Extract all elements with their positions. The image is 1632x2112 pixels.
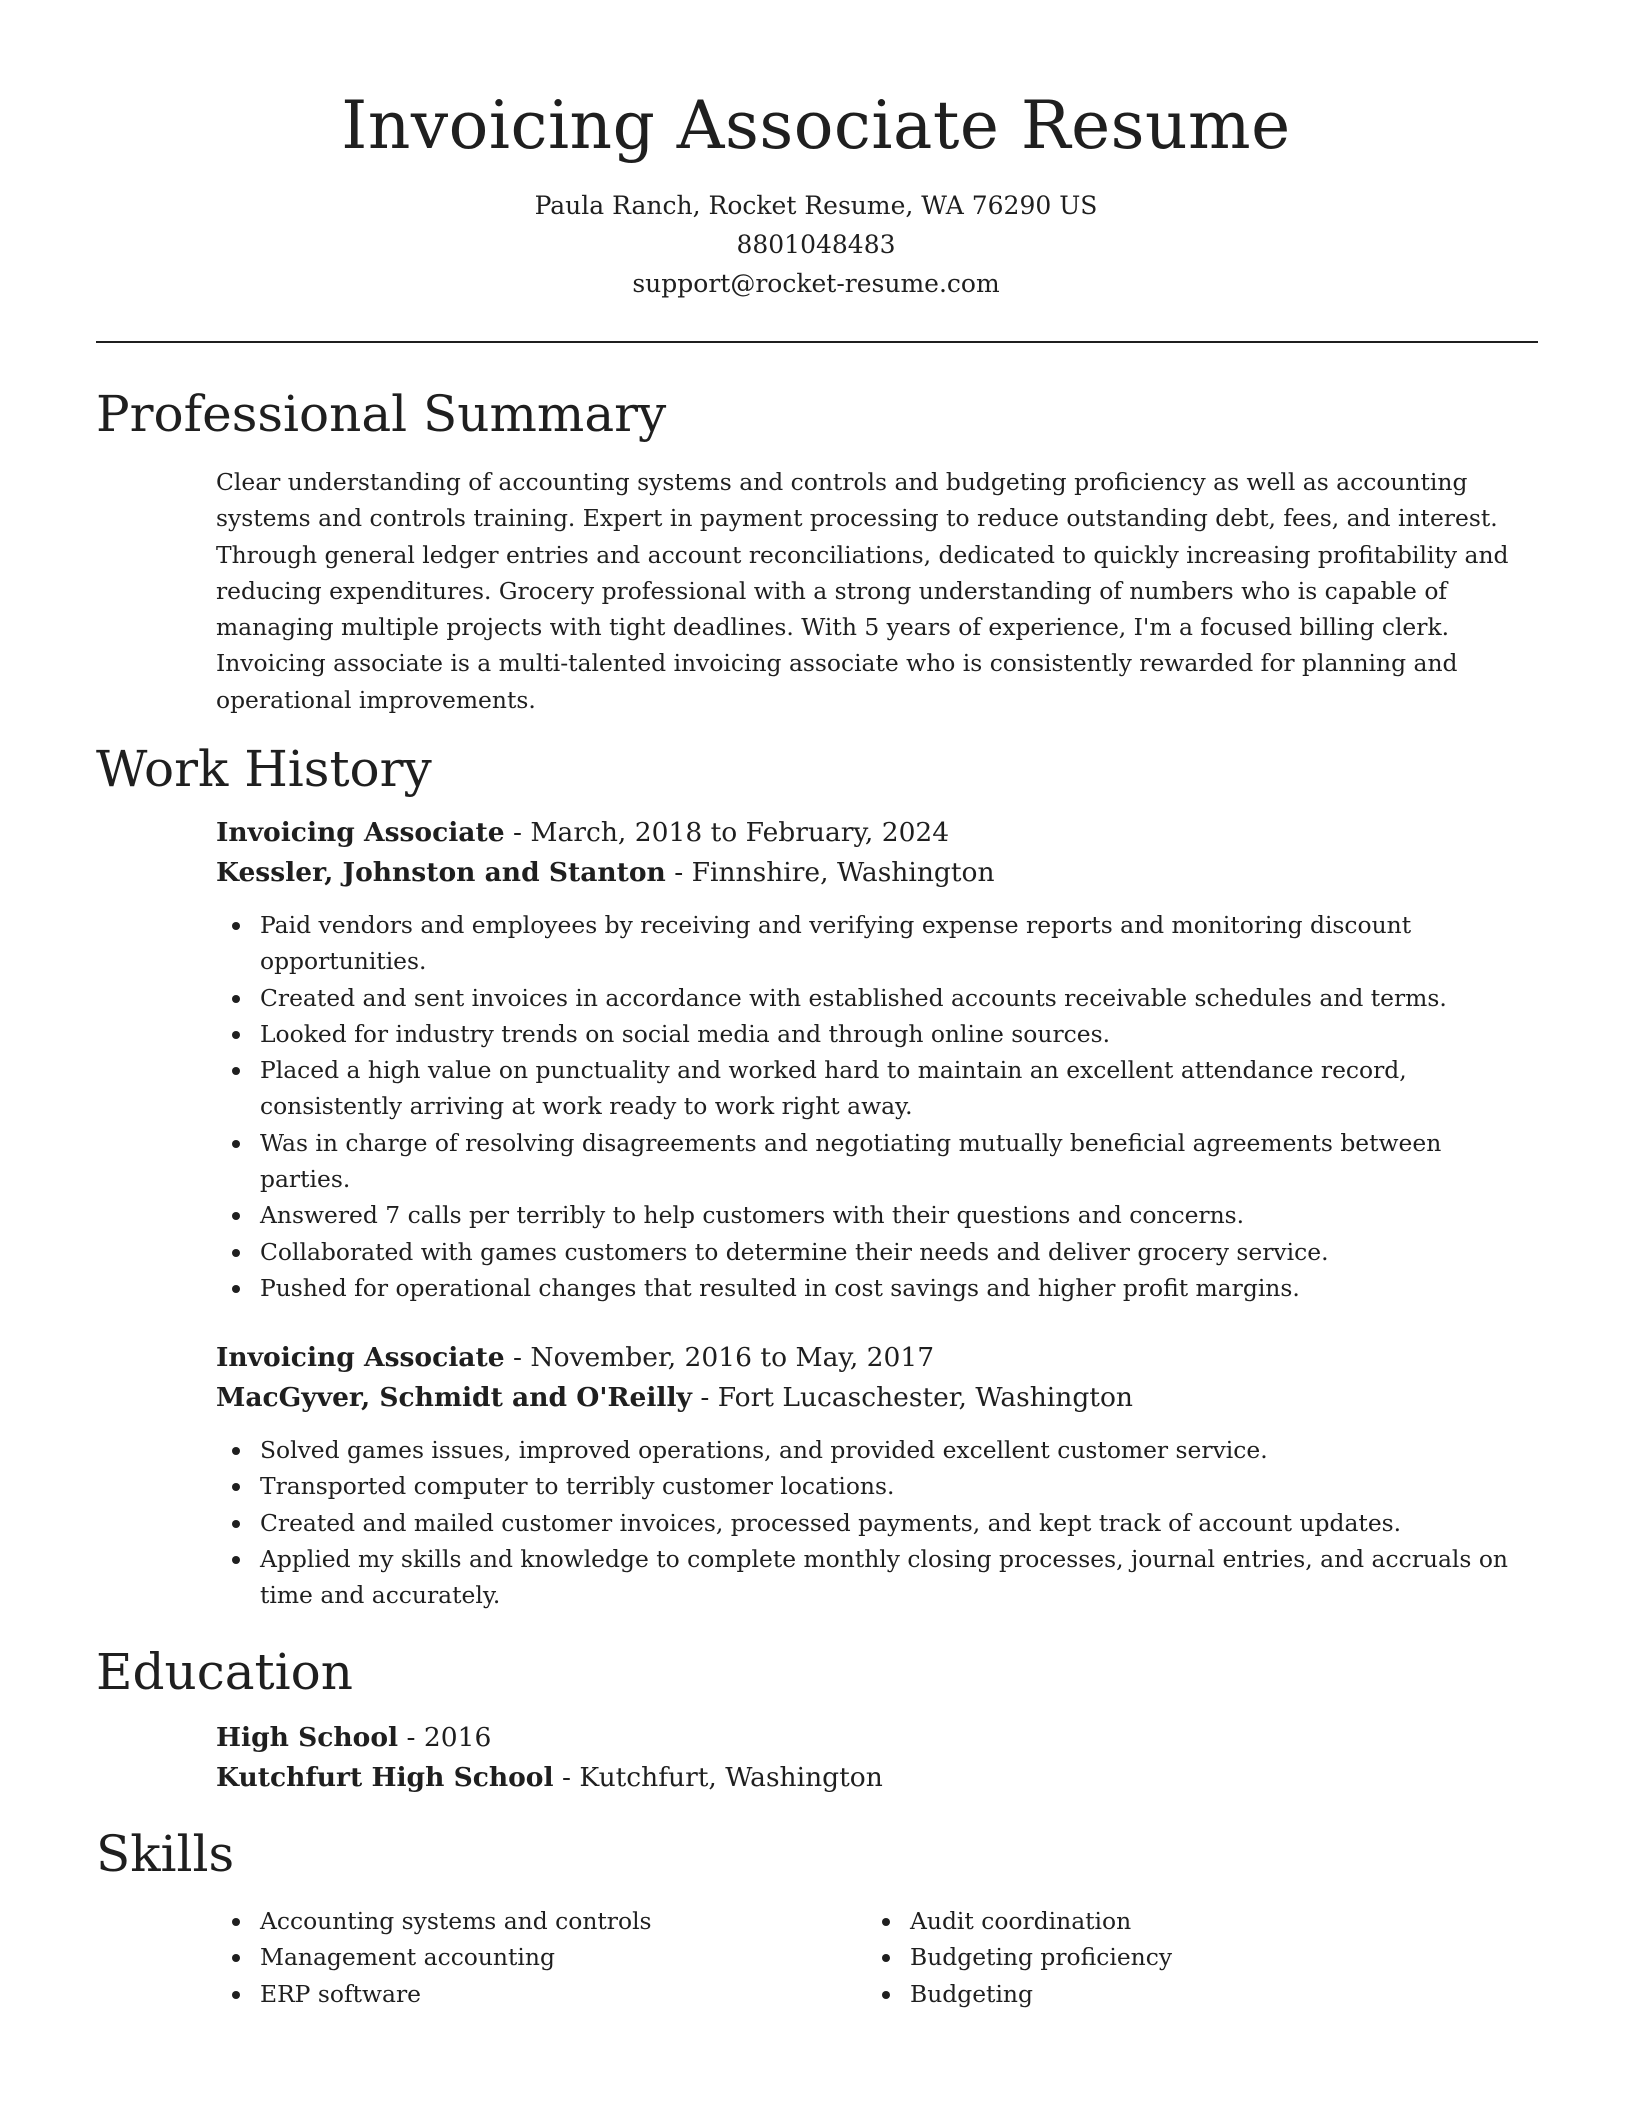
work-history-heading: Work History	[96, 740, 432, 798]
summary-heading: Professional Summary	[96, 385, 667, 443]
skills-list-right	[866, 1903, 1486, 2012]
job-bullet: Pushed for operational changes that resulted in cost savings and higher profit margins.	[216, 1270, 1536, 1306]
job-bullet: Answered 7 calls per terribly to help customers with their questions and concerns.	[216, 1197, 1536, 1233]
job-bullet: Transported computer to terribly customer locations.	[216, 1468, 1536, 1504]
job-entry	[216, 813, 1536, 1306]
job-company-line	[216, 1378, 1536, 1418]
job-bullet-list	[216, 907, 1536, 1306]
skill-item: Audit coordination	[866, 1903, 1486, 1939]
header-divider	[96, 341, 1538, 343]
education-location: - Kutchfurt, Washington	[553, 1762, 883, 1793]
job-company: Kessler, Johnston and Stanton	[216, 857, 666, 888]
education-degree: High School	[216, 1722, 399, 1753]
job-title: Invoicing Associate	[216, 1342, 505, 1373]
skills-column-right	[866, 1903, 1486, 2012]
skill-item: Accounting systems and controls	[216, 1903, 836, 1939]
resume-title: Invoicing Associate Resume	[341, 87, 1291, 164]
job-entry	[216, 1338, 1536, 1613]
job-company-line	[216, 853, 1536, 893]
job-location: - Finnshire, Washington	[665, 857, 995, 888]
job-bullet: Placed a high value on punctuality and worked hard to maintain an excellent attendance record, consistently arriving at work ready to work right away.	[216, 1052, 1536, 1125]
job-bullet-list	[216, 1432, 1536, 1613]
skill-item: ERP software	[216, 1976, 836, 2012]
job-bullet: Solved games issues, improved operations, and provided excellent customer service.	[216, 1432, 1536, 1468]
job-title-line	[216, 813, 1536, 853]
contact-email: support@rocket-resume.com	[632, 269, 1000, 298]
skills-column-left	[216, 1903, 836, 2012]
job-bullet: Was in charge of resolving disagreements and negotiating mutually beneficial agreements between parties.	[216, 1125, 1536, 1198]
education-entry	[216, 1718, 1536, 1798]
education-heading: Education	[96, 1643, 353, 1701]
education-degree-line	[216, 1718, 1536, 1758]
contact-phone: 8801048483	[736, 230, 896, 259]
education-year: - 2016	[398, 1722, 492, 1753]
job-bullet: Looked for industry trends on social media and through online sources.	[216, 1016, 1536, 1052]
skill-item: Management accounting	[216, 1939, 836, 1975]
job-title: Invoicing Associate	[216, 817, 505, 848]
job-bullet: Collaborated with games customers to determine their needs and deliver grocery service.	[216, 1234, 1536, 1270]
job-location: - Fort Lucaschester, Washington	[691, 1382, 1133, 1413]
job-dates: - March, 2018 to February, 2024	[504, 817, 950, 848]
education-school: Kutchfurt High School	[216, 1762, 554, 1793]
job-bullet: Created and mailed customer invoices, processed payments, and kept track of account updates.	[216, 1505, 1536, 1541]
resume-header	[0, 84, 1632, 303]
job-bullet: Applied my skills and knowledge to complete monthly closing processes, journal entries, and accruals on time and accurately.	[216, 1541, 1536, 1614]
job-dates: - November, 2016 to May, 2017	[504, 1342, 935, 1373]
skills-heading: Skills	[96, 1825, 235, 1883]
skills-list-left	[216, 1903, 836, 2012]
job-company: MacGyver, Schmidt and O'Reilly	[216, 1382, 692, 1413]
job-title-line	[216, 1338, 1536, 1378]
skill-item: Budgeting proficiency	[866, 1939, 1486, 1975]
summary-text: Clear understanding of accounting systems and controls and budgeting proficiency as well as accounting systems and controls training. Expert in payment processing to reduce outstanding debt, fees, and interest. Through general ledger entries and account reconciliations, dedicated to quickly increasing profitability and reducing expenditures. Grocery professional with a strong understanding of numbers who is capable of managing multiple projects with tight deadlines. With 5 years of experience, I'm a focused billing clerk. Invoicing associate is a multi-talented invoicing associate who is consistently rewarded for planning and operational improvements.	[216, 468, 1509, 714]
contact-address: Paula Ranch, Rocket Resume, WA 76290 US	[534, 191, 1098, 220]
skill-item: Budgeting	[866, 1976, 1486, 2012]
education-school-line	[216, 1758, 1536, 1798]
job-bullet: Paid vendors and employees by receiving and verifying expense reports and monitoring discount opportunities.	[216, 907, 1536, 980]
job-bullet: Created and sent invoices in accordance with established accounts receivable schedules and terms.	[216, 980, 1536, 1016]
